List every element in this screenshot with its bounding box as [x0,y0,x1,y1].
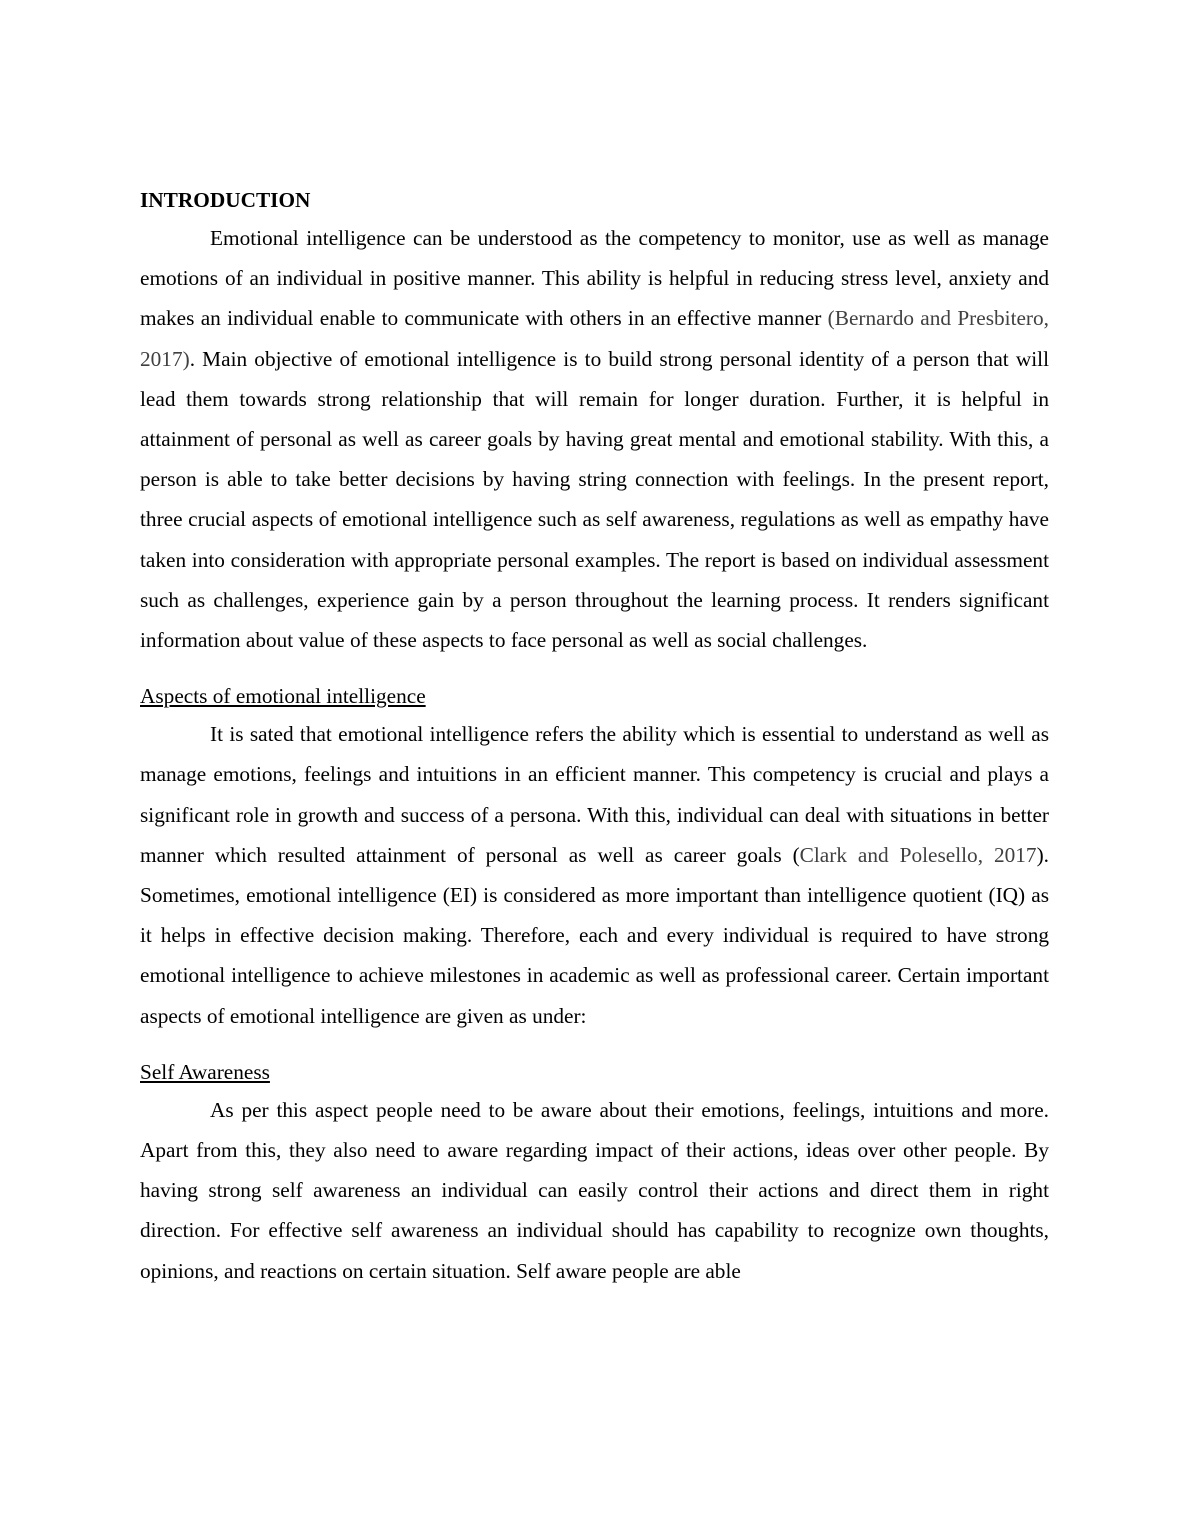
citation-clark: Clark and Polesello, 2017 [799,842,1037,867]
document-page [140,182,1049,1291]
introduction-heading: INTRODUCTION [140,188,311,212]
citation-bernardo: (Bernardo and Presbitero, 2017) [140,306,1049,371]
aspects-paragraph [140,714,1049,1036]
aspects-text-2: ). Sometimes, emotional intelligence (EI) is considered as more important than intelligence quotient (IQ) as it helps in effective decision making. Therefore, each and every individual is required to have strong emotional intelligence to achieve milestones in academic as well as professional career. Certain important aspects of emotional intelligence are given as under: [140,842,1049,1028]
aspects-text-1: It is sated that emotional intelligence refers the ability which is essential to understand as well as manage emotions, feelings and intuitions in an efficient manner. This competency is crucial and plays a significant role in growth and success of a persona. With this, individual can deal with situations in better manner which resulted attainment of personal as well as career goals ( [140,722,1049,867]
introduction-paragraph [140,218,1049,660]
introduction-text-1: Emotional intelligence can be understood as the competency to monitor, use as well as manage emotions of an individual in positive manner. This ability is helpful in reducing stress level, anxiety and makes an individual enable to communicate with others in an effective manner [140,226,1049,331]
introduction-text-2: . Main objective of emotional intelligence is to build strong personal identity of a person that will lead them towards strong relationship that will remain for longer duration. Further, it is helpful in attainment of personal as well as career goals by having great mental and emotional stability. With this, a person is able to take better decisions by having string connection with feelings. In the present report, three crucial aspects of emotional intelligence such as self awareness, regulations as well as empathy have taken into consideration with appropriate personal examples. The report is based on individual assessment such as challenges, experience gain by a person throughout the learning process. It renders significant information about value of these aspects to face personal as well as social challenges. [140,346,1049,653]
spacer [140,660,1049,678]
self-awareness-paragraph: As per this aspect people need to be aware about their emotions, feelings, intuitions and more. Apart from this, they also need to aware regarding impact of their actions, ideas over other people. By having strong self awareness an individual can easily control their actions and direct them in right direction. For effective self awareness an individual should has capability to recognize own thoughts, opinions, and reactions on certain situation. Self aware people are able [140,1097,1049,1283]
spacer [140,1036,1049,1054]
self-awareness-heading: Self Awareness [140,1059,270,1084]
aspects-heading: Aspects of emotional intelligence [140,684,426,709]
